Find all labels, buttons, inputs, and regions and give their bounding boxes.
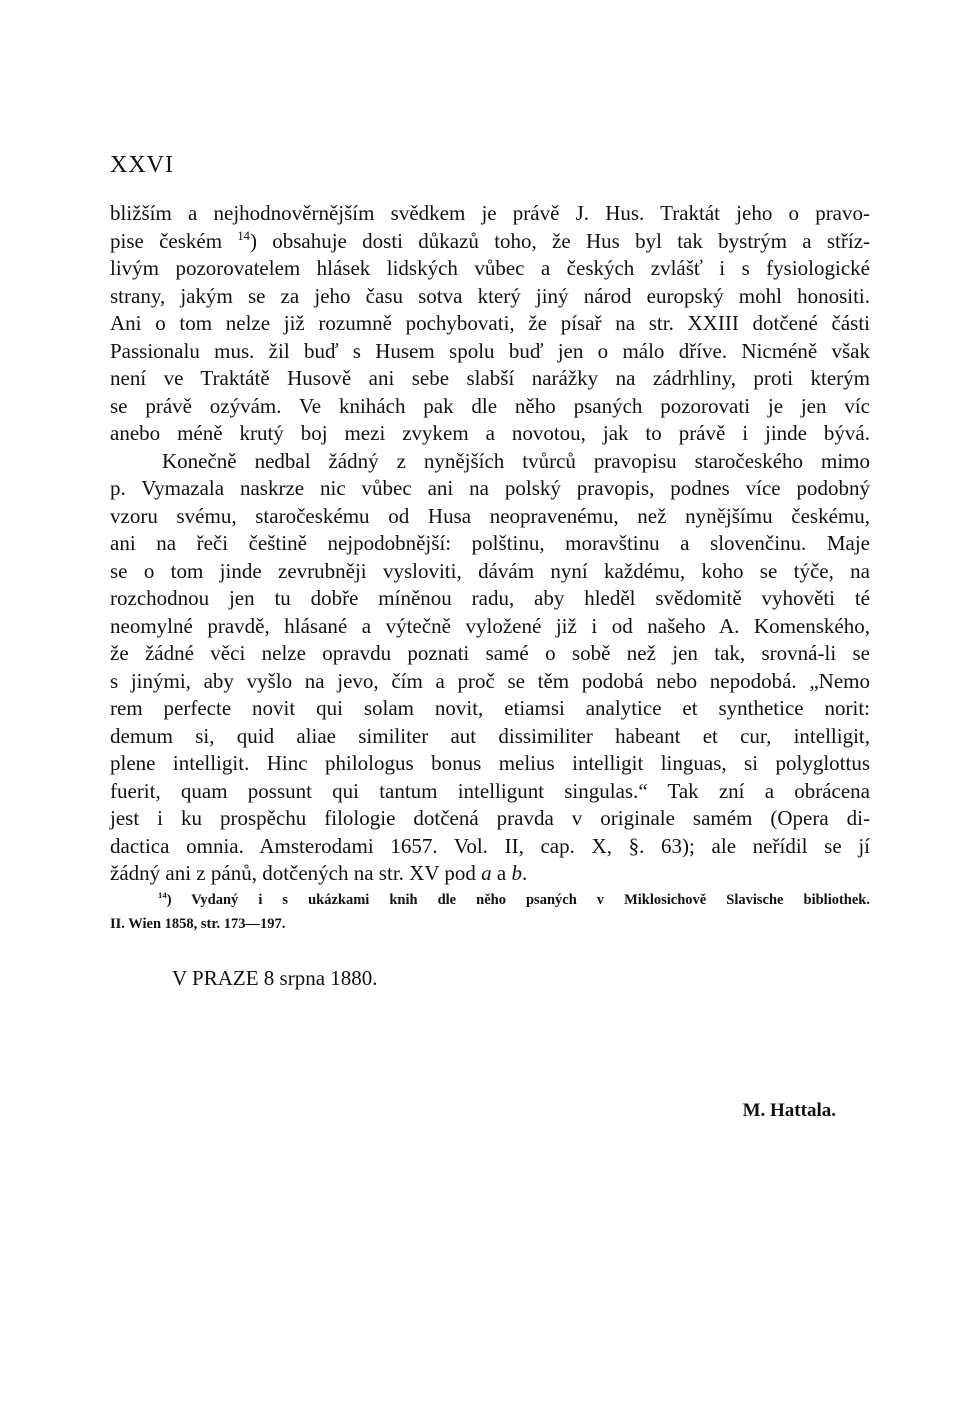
footnote-marker: 14 bbox=[158, 890, 167, 901]
text-line: rozchodnou jen tu dobře míněnou radu, aby hleděl svědomitě vyhověti té bbox=[110, 586, 870, 610]
footnote bbox=[110, 888, 870, 936]
text-line bbox=[110, 228, 870, 256]
text-line: rem perfecte novit qui solam novit, etiamsi analytice et synthetice norit: bbox=[110, 696, 870, 720]
footnote-line bbox=[110, 888, 870, 912]
footnote-line: II. Wien 1858, str. 173—197. bbox=[110, 916, 286, 932]
text-line: Konečně nedbal žádný z nynějších tvůrců pravopisu staročeského mimo bbox=[162, 448, 870, 473]
footnote-text: ) Vydaný i s ukázkami knih dle něho psaných v Miklosichově Slavische bibliothek. bbox=[166, 892, 870, 908]
text-line: jest i ku prospěchu filologie dotčená pravda v originale samém (Opera di- bbox=[110, 806, 870, 830]
text-fragment: a bbox=[481, 861, 492, 885]
text-line: strany, jakým se za jeho času sotva který jiný národ europský mohl honositi. bbox=[110, 283, 870, 308]
text-line: vzoru svému, staročeskému od Husa neopravenému, než nynějšímu českému, bbox=[110, 503, 870, 528]
text-line: ani na řeči češtině nejpodobnější: polštinu, moravštinu a slovenčinu. Maje bbox=[110, 531, 870, 555]
page-number: XXVI bbox=[110, 152, 174, 178]
text-line: není ve Traktátě Husově ani sebe slabší narážky na zádrhliny, proti kterým bbox=[110, 366, 870, 390]
text-line: bližším a nejhodnověrnějším svědkem je právě J. Hus. Traktát jeho o pravo- bbox=[110, 201, 870, 225]
text-line: Passionalu mus. žil buď s Husem spolu buď jen o málo dříve. Nicméně však bbox=[110, 338, 870, 363]
text-line: anebo méně krutý boj mezi zvykem a novotou, jak to právě i jinde bývá. bbox=[110, 421, 870, 445]
text-fragment: b bbox=[511, 861, 522, 885]
dateline: V PRAZE 8 srpna 1880. bbox=[172, 966, 378, 990]
text-line: s jinými, aby vyšlo na jevo, čím a proč se těm podobá nebo nepodobá. „Nemo bbox=[110, 668, 870, 693]
text-line: se právě ozývám. Ve knihách pak dle něho psaných pozorovati je jen víc bbox=[110, 393, 870, 418]
main-text bbox=[110, 200, 870, 888]
signature: M. Hattala. bbox=[742, 1100, 836, 1121]
text-fragment: žádný ani z pánů, dotčených na str. XV pod bbox=[110, 861, 482, 885]
text-line: neomylné pravdě, hlásané a výtečně vyložené již i od našeho A. Komenského, bbox=[110, 613, 870, 638]
text-line: fuerit, quam possunt qui tantum intelligunt singulas.“ Tak zní a obrácena bbox=[110, 778, 870, 803]
text-fragment: pise českém bbox=[110, 228, 223, 253]
text-line: plene intelligit. Hinc philologus bonus melius intelligit linguas, si polyglottus bbox=[110, 751, 870, 775]
text-line bbox=[110, 860, 870, 888]
text-line: dactica omnia. Amsterodami 1657. Vol. II, cap. X, §. 63); ale neřídil se jí bbox=[110, 833, 870, 858]
text-line: se o tom jinde zevrubněji vysloviti, dávám nyní každému, koho se týče, na bbox=[110, 558, 870, 583]
footnote-reference: 14 bbox=[237, 228, 250, 243]
text-line: demum si, quid aliae similiter aut dissimiliter habeant et cur, intelligit, bbox=[110, 723, 870, 748]
text-line: p. Vymazala naskrze nic vůbec ani na polský pravopis, podnes více podobný bbox=[110, 476, 870, 500]
text-fragment: ) obsahuje dosti důkazů toho, že Hus byl tak bystrým a stříz- bbox=[249, 228, 871, 253]
text-fragment: a bbox=[491, 861, 512, 885]
text-line: Ani o tom nelze již rozumně pochybovati, že písař na str. XXIII dotčené části bbox=[110, 311, 870, 335]
text-line: livým pozorovatelem hlásek lidských vůbec a českých zvlášť i s fysiologické bbox=[110, 256, 870, 280]
text-fragment: . bbox=[521, 861, 528, 885]
text-line: že žádné věci nelze opravdu poznati samé o sobě než jen tak, srovná-li se bbox=[110, 641, 870, 665]
